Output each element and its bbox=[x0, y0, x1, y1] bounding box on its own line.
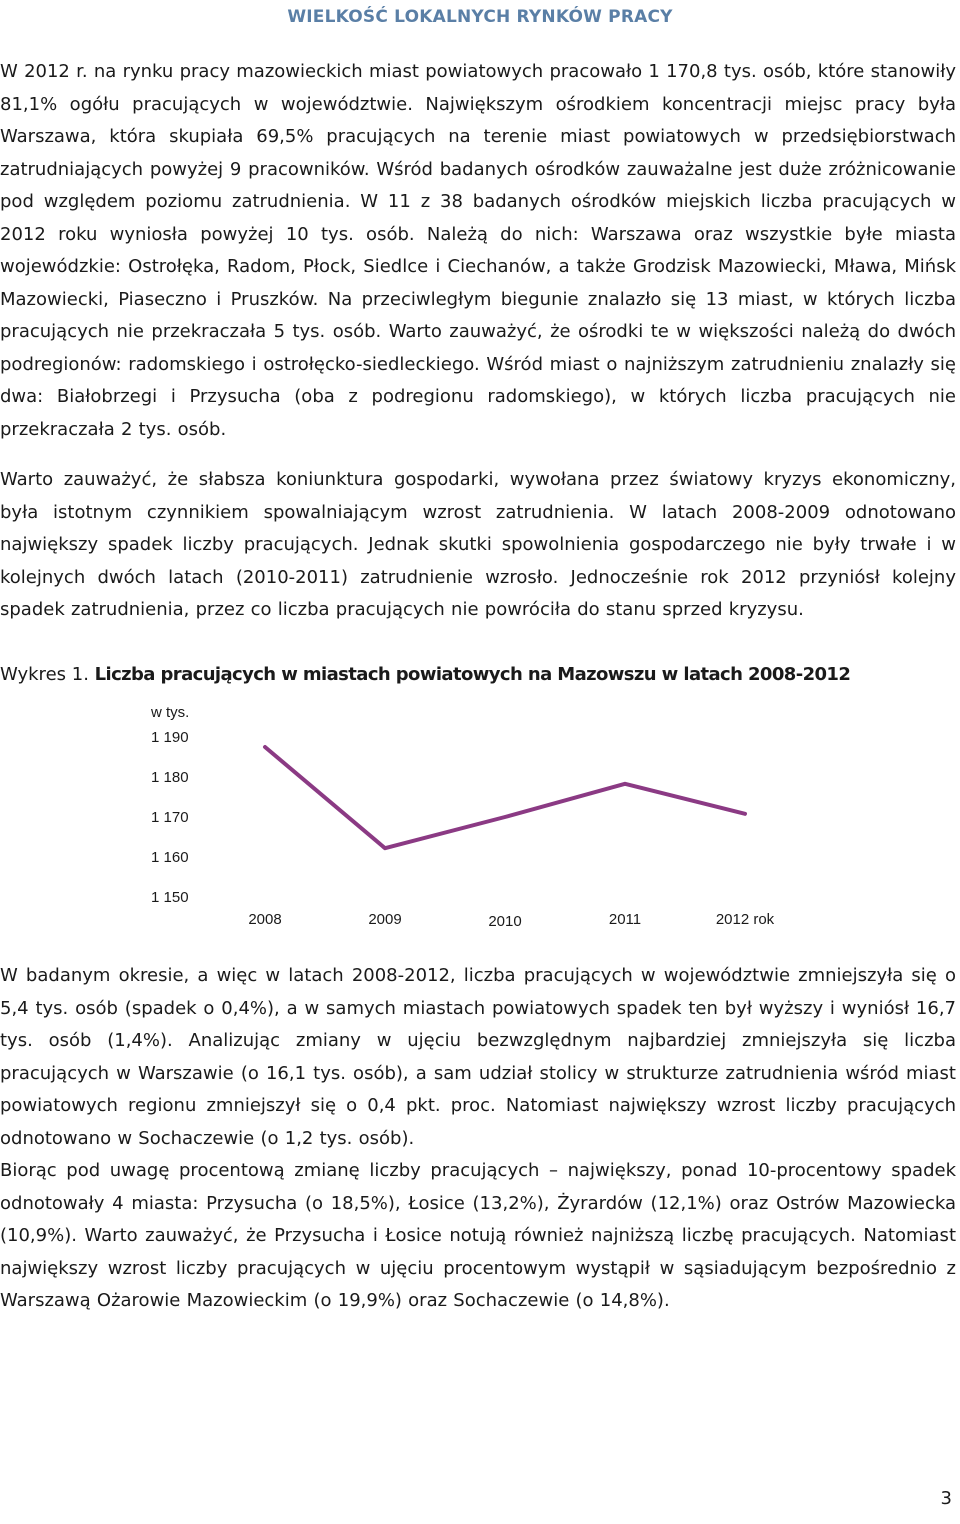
y-tick-label: 1 160 bbox=[151, 849, 189, 866]
x-tick-label: 2009 bbox=[368, 911, 402, 928]
series-line bbox=[265, 747, 745, 848]
caption-prefix: Wykres 1. bbox=[0, 664, 95, 685]
y-tick-label: 1 170 bbox=[151, 809, 189, 826]
y-tick-label: 1 180 bbox=[151, 769, 189, 786]
x-tick-label: 2010 bbox=[488, 913, 522, 930]
y-tick-label: 1 150 bbox=[151, 889, 189, 906]
running-header: WIELKOŚĆ LOKALNYCH RYNKÓW PRACY bbox=[287, 7, 673, 27]
y-tick-label: 1 190 bbox=[151, 729, 189, 746]
paragraph-3: W badanym okresie, a więc w latach 2008-2012, liczba pracujących w województwie zmniejszyła się o 5,4 tys. osób (spadek o 0,4%), a w samych miastach powiatowych spadek ten był wyższy i wyniósł 16,7 tys. osób (1,4%). Analizując zmiany w ujęciu bezwzględnym najbardziej zmniejszyła się liczba pracujących w Warszawie (o 16,1 tys. osób), a sam udział stolicy w strukturze zatrudnienia wśród miast powiatowych regionu zmniejszył się o 0,4 pkt. proc. Natomiast największy wzrost liczby pracujących odnotowano w Sochaczewie (o 1,2 tys. osób). bbox=[0, 965, 956, 1149]
caption-title: Liczba pracujących w miastach powiatowych na Mazowszu w latach 2008-2012 bbox=[94, 664, 851, 685]
y-axis-unit-label: w tys. bbox=[151, 704, 190, 721]
page-number: 3 bbox=[940, 1488, 952, 1509]
paragraph-4: Biorąc pod uwagę procentową zmianę liczby pracujących – największy, ponad 10-procentowy spadek odnotowały 4 miasta: Przysucha (o 18,5%), Łosice (13,2%), Żyrardów (12,1%) oraz Ostrów Mazowiecka (10,9%). Warto zauważyć, że Przysucha i Łosice notują również najniższą liczbę pracujących. Natomiast największy wzrost liczby pracujących w ujęciu procentowym wystąpił w sąsiadującym bezpośrednio z Warszawą Ożarowie Mazowieckim (o 19,9%) oraz Sochaczewie (o 14,8%). bbox=[0, 1160, 956, 1311]
x-tick-label: 2011 bbox=[608, 911, 642, 928]
line-chart bbox=[0, 695, 960, 940]
chart-caption bbox=[0, 660, 850, 690]
x-tick-label: 2008 bbox=[248, 911, 282, 928]
paragraph-1: W 2012 r. na rynku pracy mazowieckich miast powiatowych pracowało 1 170,8 tys. osób, które stanowiły 81,1% ogółu pracujących w województwie. Największym ośrodkiem koncentracji miejsc pracy była Warszawa, która skupiała 69,5% pracujących na terenie miast powiatowych w przedsiębiorstwach zatrudniających powyżej 9 pracowników. Wśród badanych ośrodków zauważalne jest duże zróżnicowanie pod względem poziomu zatrudnienia. W 11 z 38 badanych ośrodków miejskich liczba pracujących w 2012 roku wyniosła powyżej 10 tys. osób. Należą do nich: Warszawa oraz wszystkie byłe miasta wojewódzkie: Ostrołęka, Radom, Płock, Siedlce i Ciechanów, a także Grodzisk Mazowiecki, Mława, Mińsk Mazowiecki, Piaseczno i Pruszków. Na przeciwległym biegunie znalazło się 13 miast, w których liczba pracujących nie przekraczała 5 tys. osób. Warto zauważyć, że ośrodki te w większości należą do dwóch podregionów: radomskiego i ostrołęcko-siedleckiego. Wśród miast o najniższym zatrudnieniu znalazły się dwa: Białobrzegi i Przysucha (oba z podregionu radomskiego), w których liczba pracujących nie przekraczała 2 tys. osób. bbox=[0, 61, 956, 440]
paragraph-2: Warto zauważyć, że słabsza koniunktura gospodarki, wywołana przez światowy kryzys ekonomiczny, była istotnym czynnikiem spowalniającym wzrost zatrudnienia. W latach 2008-2009 odnotowano największy spadek liczby pracujących. Jednak skutki spowolnienia gospodarczego nie były trwałe i w kolejnych dwóch latach (2010-2011) zatrudnienie wzrosło. Jednocześnie rok 2012 przyniósł kolejny spadek zatrudnienia, przez co liczba pracujących nie powróciła do stanu sprzed kryzysu. bbox=[0, 469, 956, 620]
x-tick-label: 2012 rok bbox=[715, 911, 775, 928]
